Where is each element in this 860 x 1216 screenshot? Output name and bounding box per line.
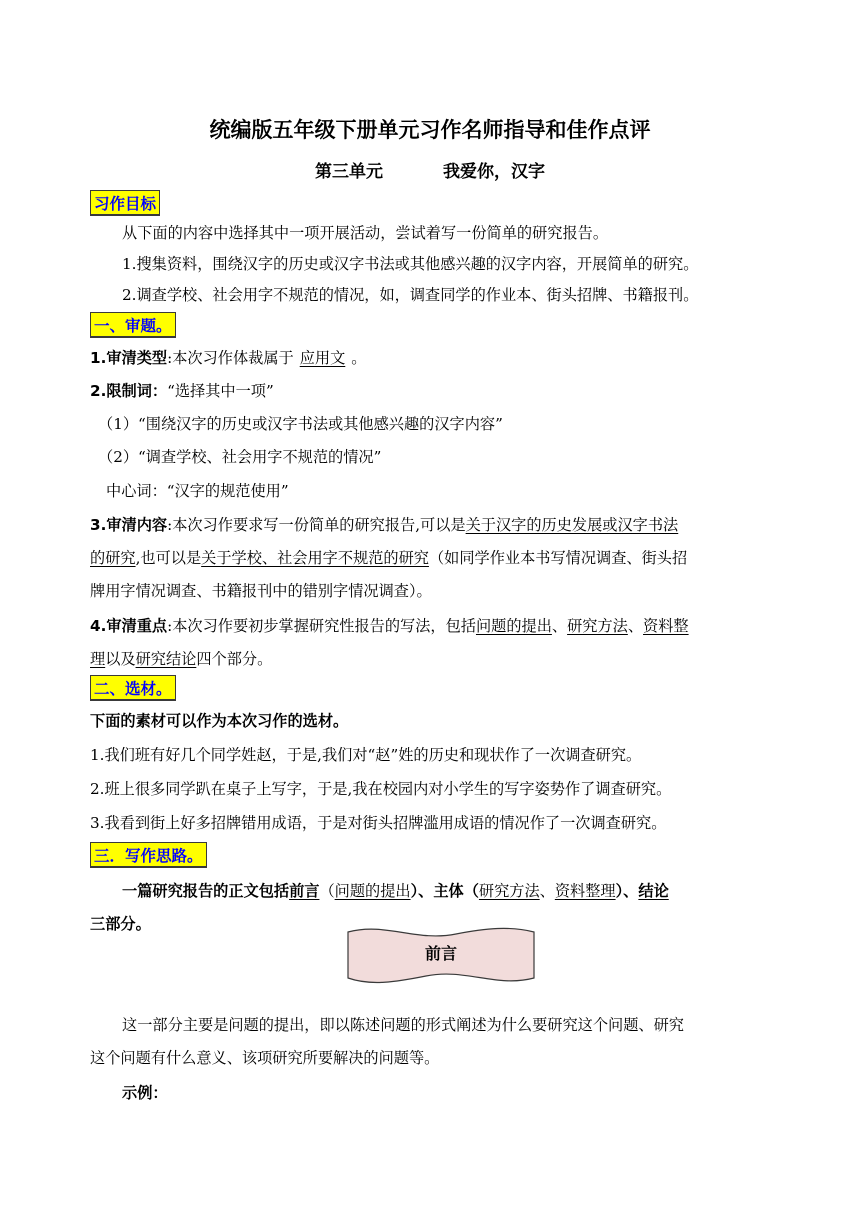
review-content-line-2 (90, 547, 780, 568)
goals-item-1: 1.搜集资料，围绕汉字的历史或汉字书法或其他感兴趣的汉字内容，开展简单的研究。 (122, 255, 699, 273)
approach-paragraph-1 (122, 880, 812, 901)
review-focus-underline-1: 问题的提出 (475, 617, 552, 635)
unit-label: 第三单元 (315, 162, 383, 182)
approach-text-a: 一篇研究报告的正文包括 (122, 882, 290, 900)
review-focus-text-c: 四个部分。 (196, 650, 273, 668)
material-item-3: 3.我看到街上好多招牌错用成语，于是对街头招牌滥用成语的情况作了一次调查研究。 (90, 814, 667, 832)
review-limit (90, 380, 780, 401)
review-content-line-1 (90, 514, 780, 535)
review-type (90, 347, 780, 368)
review-content-text-a: :本次习作要求写一份简单的研究报告,可以是 (167, 516, 466, 534)
approach-underline-preface: 前言 (289, 882, 320, 900)
approach-paragraph-1-end: 三部分。 (90, 915, 151, 933)
review-focus-sep-1: 、 (551, 617, 568, 635)
section-badge-goals: 习作目标 (90, 190, 160, 216)
review-type-end: 。 (351, 349, 367, 367)
unit-topic: 我爱你，汉字 (443, 162, 545, 182)
approach-underline-conclusion: 结论 (638, 882, 669, 900)
review-center-word: 中心词：“汉字的规范使用” (106, 482, 289, 500)
section-badge-material: 二、选材。 (90, 675, 176, 701)
review-content-underline-1b: 的研究 (90, 549, 136, 567)
goals-intro: 从下面的内容中选择其中一项开展活动，尝试着写一份简单的研究报告。 (122, 224, 608, 242)
review-focus-underline-3a: 资料整 (643, 617, 689, 635)
review-focus-line-1 (90, 615, 780, 636)
review-focus-label: 4.审清重点 (90, 617, 168, 635)
unit-subtitle (0, 157, 860, 182)
review-focus-sep-2: 、 (627, 617, 644, 635)
section-badge-approach: 三．写作思路。 (90, 842, 207, 868)
approach-underline-method: 研究方法 (478, 882, 540, 900)
review-limit-1: （1）“围绕汉字的历史或汉字书法或其他感兴趣的汉字内容” (98, 415, 503, 433)
review-focus-text-b: 以及 (105, 650, 136, 668)
approach-paragraph-2-line-1: 这一部分主要是问题的提出，即以陈述问题的形式阐述为什么要研究这个问题、研究 (122, 1016, 684, 1034)
review-focus-line-2 (90, 648, 780, 669)
review-type-answer: 应用文 (299, 349, 346, 367)
example-label: 示例： (122, 1084, 168, 1102)
review-type-text: :本次习作体裁属于 (167, 349, 294, 367)
approach-underline-question: 问题的提出 (334, 882, 411, 900)
review-content-text-c: （如同学作业本书写情况调查、街头招 (428, 549, 688, 567)
approach-sep: 、 (539, 882, 555, 900)
review-limit-text: “选择其中一项” (167, 382, 274, 400)
material-item-2: 2.班上很多同学趴在桌子上写字，于是,我在校园内对小学生的写字姿势作了调查研究。 (90, 780, 672, 798)
goals-item-2: 2.调查学校、社会用字不规范的情况，如，调查同学的作业本、街头招牌、书籍报刊。 (122, 286, 699, 304)
approach-paragraph-2-line-2: 这个问题有什么意义、该项研究所要解决的问题等。 (90, 1049, 440, 1067)
preface-banner-label: 前言 (424, 944, 457, 963)
review-content-underline-1a: 关于汉字的历史发展或汉字书法 (465, 516, 679, 534)
review-content-underline-2: 关于学校、社会用字不规范的研究 (201, 549, 429, 567)
review-focus-underline-2: 研究方法 (567, 617, 628, 635)
review-focus-underline-4: 研究结论 (135, 650, 197, 668)
approach-body-label: ）、主体（ (410, 882, 479, 900)
section-badge-review: 一、审题。 (90, 312, 176, 338)
review-limit-2: （2）“调查学校、社会用字不规范的情况” (98, 448, 382, 466)
review-focus-text-a: :本次习作要初步掌握研究性报告的写法，包括 (167, 617, 476, 635)
review-content-text-b: ,也可以是 (135, 549, 202, 567)
review-focus-underline-3b: 理 (90, 650, 106, 668)
material-heading: 下面的素材可以作为本次习作的选材。 (90, 712, 349, 730)
review-type-label: 1.审清类型 (90, 349, 168, 367)
approach-paren-1: （ (319, 882, 335, 900)
review-content-line-3: 牌用字情况调查、书籍报刊中的错别字情况调查）。 (90, 582, 432, 600)
approach-close: ）、 (615, 882, 639, 900)
review-content-label: 3.审清内容 (90, 516, 168, 534)
approach-underline-data: 资料整理 (554, 882, 616, 900)
review-limit-label: 2.限制词： (90, 382, 168, 400)
document-title: 统编版五年级下册单元习作名师指导和佳作点评 (209, 118, 651, 142)
material-item-1: 1.我们班有好几个同学姓赵，于是,我们对“赵”姓的历史和现状作了一次调查研究。 (90, 746, 642, 764)
